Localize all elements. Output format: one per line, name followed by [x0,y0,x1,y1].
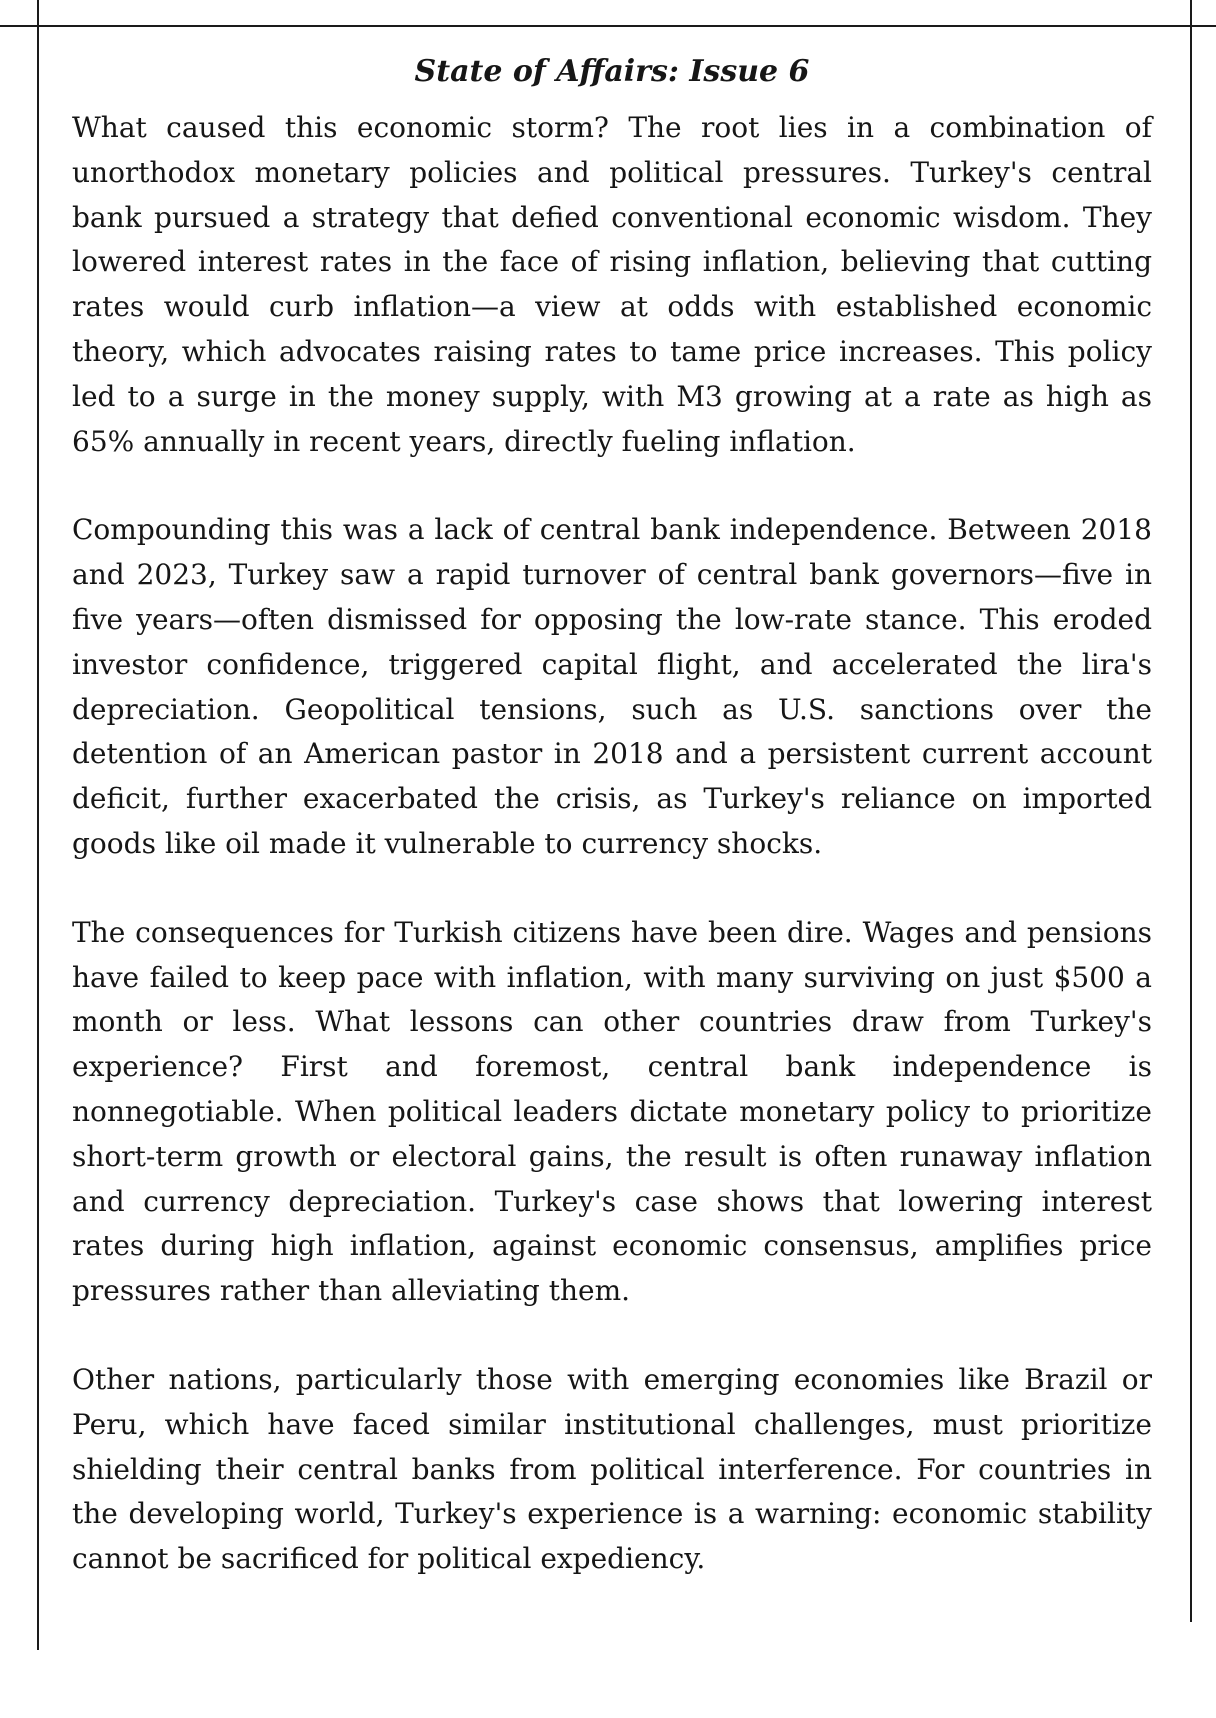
paragraph-2: Compounding this was a lack of central bank independence. Between 2018 and 2023, Turkey saw a rapid turnover of central bank governors—five in five years—often dismissed for opposing the low-rate stance. This eroded investor confidence, triggered capital flight, and accelerated the lira's depreciation. Geopolitical tensions, such as U.S. sanctions over the detention of an American pastor in 2018 and a persistent current account deficit, further exacerbated the crisis, as Turkey's reliance on imported goods like oil made it vulnerable to currency shocks. [72,513,1152,860]
paragraph-4: Other nations, particularly those with emerging economies like Brazil or Peru, which have faced similar institutional challenges, must prioritize shielding their central banks from political interference. For countries in the developing world, Turkey's experience is a warning: economic stability cannot be sacrificed for political expediency. [72,1362,1152,1576]
paragraph-3: The consequences for Turkish citizens have been dire. Wages and pensions have failed to keep pace with inflation, with many surviving on just $500 a month or less. What lessons can other countries draw from Turkey's experience? First and foremost, central bank independence is nonnegotiable. When political leaders dictate monetary policy to prioritize short-term growth or electoral gains, the result is often runaway inflation and currency depreciation. Turkey's case shows that lowering interest rates during high inflation, against economic consensus, amplifies price pressures rather than alleviating them. [72,915,1152,1308]
article-title: State of Affairs: Issue 6 [414,54,810,89]
article-page [72,50,1152,1626]
right-border-line [1190,0,1192,1622]
top-border-line [0,25,1216,27]
paragraph-1: What caused this economic storm? The root lies in a combination of unorthodox monetary policies and political pressures. Turkey's central bank pursued a strategy that defied conventional economic wisdom. They lowered interest rates in the face of rising inflation, believing that cutting rates would curb inflation—a view at odds with established economic theory, which advocates raising rates to tame price increases. This policy led to a surge in the money supply, with M3 growing at a rate as high as 65% annually in recent years, directly fueling inflation. [72,111,1152,458]
left-border-line [37,0,39,1650]
